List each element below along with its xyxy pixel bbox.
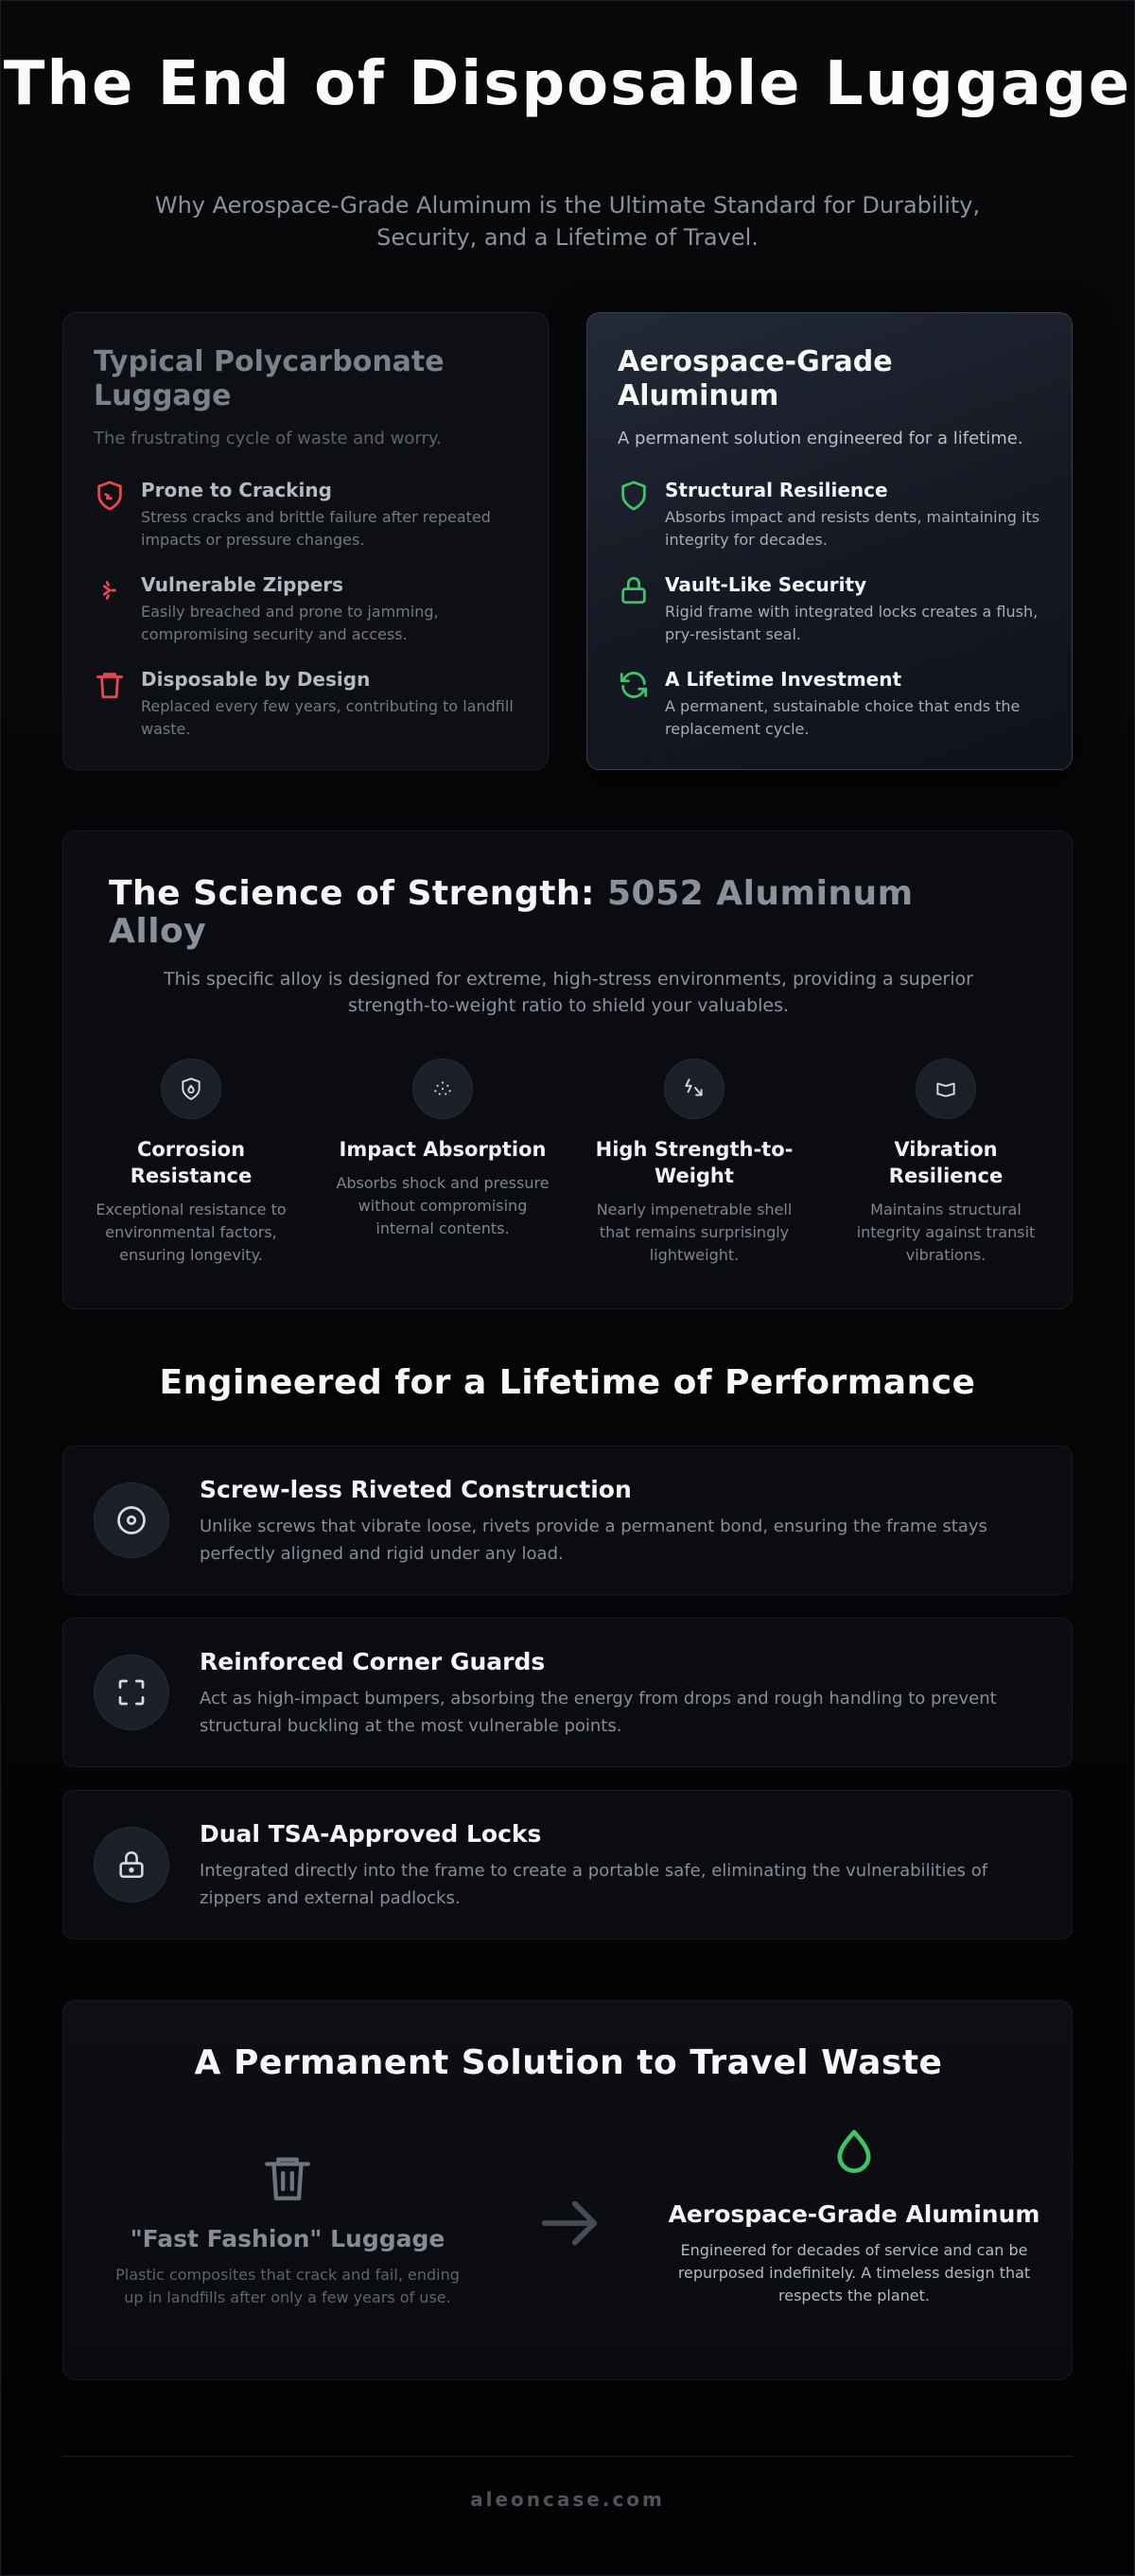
aluminum-column: [659, 2124, 1049, 2307]
feature-item: [618, 667, 1041, 741]
page-subtitle: Why Aerospace-Grade Aluminum is the Ultimate Standard for Durability, Security, and a Lifetime of Travel.: [154, 192, 981, 251]
aluminum-title: Aerospace-Grade Aluminum: [668, 2200, 1040, 2228]
feature-title: Disposable by Design: [141, 668, 371, 691]
science-title: [109, 875, 1017, 951]
feature-item: [618, 478, 1041, 552]
fast-fashion-text: Plastic composites that crack and fail, ending up in landfills after only a few years of use.: [115, 2266, 460, 2306]
footer-site-link[interactable]: aleoncase.com: [470, 2488, 665, 2511]
feature-item: [618, 572, 1041, 646]
engineered-item-text: Unlike screws that vibrate loose, rivets provide a permanent bond, ensuring the frame stays perfectly aligned and rigid under any load.: [200, 1516, 987, 1564]
engineered-icon-circle: [94, 1655, 169, 1730]
footer-divider: [62, 2456, 1073, 2457]
feature-title: Structural Resilience: [665, 479, 888, 501]
property-item: [82, 1059, 300, 1267]
polycarbonate-card: [62, 312, 549, 770]
corner-guard-icon: [116, 1677, 147, 1708]
feature-title: Prone to Cracking: [141, 479, 332, 501]
trash-icon: [260, 2148, 315, 2207]
property-title: Corrosion Resistance: [130, 1138, 253, 1187]
droplet-icon: [828, 2124, 881, 2182]
engineered-item-title: Reinforced Corner Guards: [200, 1648, 546, 1675]
property-icon-circle: [412, 1059, 473, 1119]
trash-icon: [94, 669, 126, 701]
property-title: Vibration Resilience: [888, 1138, 1004, 1187]
permanent-title: A Permanent Solution to Travel Waste: [194, 2043, 943, 2082]
property-text: Maintains structural integrity against transit vibrations.: [856, 1200, 1036, 1264]
card-tagline: The frustrating cycle of waste and worry.: [94, 429, 442, 448]
feature-title: Vault-Like Security: [665, 573, 867, 596]
engineered-icon-circle: [94, 1482, 169, 1558]
engineered-item-text: Integrated directly into the frame to create a portable safe, eliminating the vulnerabilities of zippers and external padlocks.: [200, 1861, 988, 1908]
feature-text: A permanent, sustainable choice that ends the replacement cycle.: [665, 697, 1021, 738]
property-icon-circle: [664, 1059, 725, 1119]
shield-broken-icon: [94, 480, 126, 512]
feature-item: [94, 478, 517, 552]
property-title: High Strength-to-Weight: [595, 1138, 794, 1187]
shield-icon: [618, 480, 650, 512]
card-title: Aerospace-Grade Aluminum: [618, 345, 893, 412]
permanent-solution-section: [62, 2000, 1073, 2380]
property-item: [334, 1059, 551, 1240]
engineered-item: [62, 1446, 1073, 1595]
property-text: Absorbs shock and pressure without compromising internal contents.: [336, 1174, 550, 1237]
bolt-arrow-icon: [682, 1077, 707, 1101]
engineered-icon-circle: [94, 1827, 169, 1902]
engineered-title: Engineered for a Lifetime of Performance: [159, 1363, 976, 1402]
property-item: [585, 1059, 803, 1267]
feature-title: A Lifetime Investment: [665, 668, 902, 691]
property-title: Impact Absorption: [339, 1138, 547, 1161]
property-item: [837, 1059, 1055, 1267]
engineered-item: [62, 1618, 1073, 1767]
page-title: The End of Disposable Luggage: [3, 49, 1132, 119]
card-title: Typical Polycarbonate Luggage: [94, 345, 445, 412]
engineered-item-text: Act as high-impact bumpers, absorbing the energy from drops and rough handling to prevent structural buckling at the most vulnerable points.: [200, 1689, 997, 1736]
engineered-item: [62, 1790, 1073, 1939]
fast-fashion-title: "Fast Fashion" Luggage: [130, 2225, 445, 2252]
aluminum-card: [586, 312, 1073, 770]
feature-text: Absorbs impact and resists dents, maintaining its integrity for decades.: [665, 508, 1040, 549]
feature-text: Stress cracks and brittle failure after repeated impacts or pressure changes.: [141, 508, 491, 549]
science-title-highlight: 5052 Aluminum Alloy: [109, 874, 914, 951]
fast-fashion-column: [105, 2148, 470, 2309]
feature-text: Easily breached and prone to jamming, compromising security and access.: [141, 603, 439, 643]
refresh-icon: [618, 669, 650, 701]
property-icon-circle: [161, 1059, 221, 1119]
science-section: [62, 831, 1073, 1309]
aluminum-text: Engineered for decades of service and can be repurposed indefinitely. A timeless design that respects the planet.: [677, 2241, 1031, 2304]
property-text: Exceptional resistance to environmental factors, ensuring longevity.: [96, 1200, 287, 1264]
engineered-item-title: Dual TSA-Approved Locks: [200, 1820, 542, 1848]
broken-zipper-icon: [94, 574, 126, 606]
impact-dots-icon: [430, 1077, 455, 1101]
property-icon-circle: [916, 1059, 976, 1119]
science-title-main: The Science of Strength:: [109, 874, 595, 913]
engineered-item-title: Screw-less Riveted Construction: [200, 1476, 632, 1503]
arrow-right-icon: [536, 2190, 602, 2256]
feature-item: [94, 667, 517, 741]
vibration-icon: [934, 1077, 958, 1101]
feature-item: [94, 572, 517, 646]
lock-icon: [618, 574, 650, 606]
feature-title: Vulnerable Zippers: [141, 573, 344, 596]
property-text: Nearly impenetrable shell that remains surprisingly lightweight.: [596, 1200, 793, 1264]
lock-icon: [115, 1849, 148, 1881]
shield-drop-icon: [179, 1077, 203, 1101]
feature-text: Replaced every few years, contributing to landfill waste.: [141, 697, 514, 738]
rivet-icon: [114, 1503, 148, 1537]
science-description: This specific alloy is designed for extreme, high-stress environments, providing a superior strength-to-weight ratio to shield your valuables.: [164, 969, 973, 1016]
feature-text: Rigid frame with integrated locks creates a flush, pry-resistant seal.: [665, 603, 1039, 643]
card-tagline: A permanent solution engineered for a lifetime.: [618, 429, 1023, 448]
